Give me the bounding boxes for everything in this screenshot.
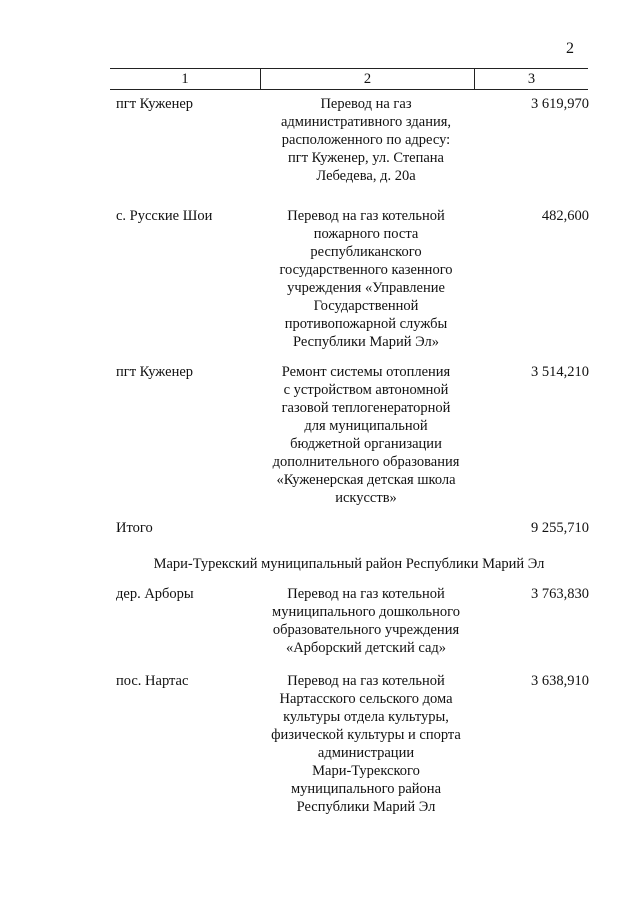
row-description: Перевод на газ котельной Нартасского сельского дома культуры отдела культуры, физической культуры и спорта администрации Мари-Турекского муниципального района Республики Марий Эл [271,673,461,815]
row-amount: 3 619,970 [531,96,589,112]
row-amount: 482,600 [541,208,589,224]
column-header-3: 3 [527,71,536,87]
column-header-1: 1 [110,69,261,89]
row-description: Перевод на газ котельной муниципального дошкольного образовательного учреждения «Арборский детский сад» [272,586,460,656]
row-place: пос. Нартас [116,673,189,689]
row-amount: 3 514,210 [531,364,589,380]
row-place: с. Русские Шои [116,208,213,224]
column-header-2: 2 [261,69,475,89]
row-place: пгт Куженер [116,364,194,380]
row-amount: 3 638,910 [531,673,589,689]
page-number: 2 [566,40,574,57]
total-amount: 9 255,710 [531,520,589,536]
row-description: Перевод на газ котельной пожарного поста республиканского государственного казенного учреждения «Управление Государственной противопожарной службы Республики Марий Эл» [279,208,453,350]
row-amount: 3 763,830 [531,586,589,602]
table-header [110,68,588,90]
row-description: Перевод на газ административного здания, расположенного по адресу: пгт Куженер, ул. Степана Лебедева, д. 20а [280,96,452,184]
row-place: пгт Куженер [116,96,194,112]
total-label: Итого [116,520,153,536]
row-place: дер. Арборы [116,586,194,602]
section-title: Мари-Турекский муниципальный район Республики Марий Эл [153,556,545,572]
row-description: Ремонт системы отопления с устройством автономной газовой теплогенераторной для муниципальной бюджетной организации дополнительного образования «Куженерская детская школа искусств» [272,364,460,506]
